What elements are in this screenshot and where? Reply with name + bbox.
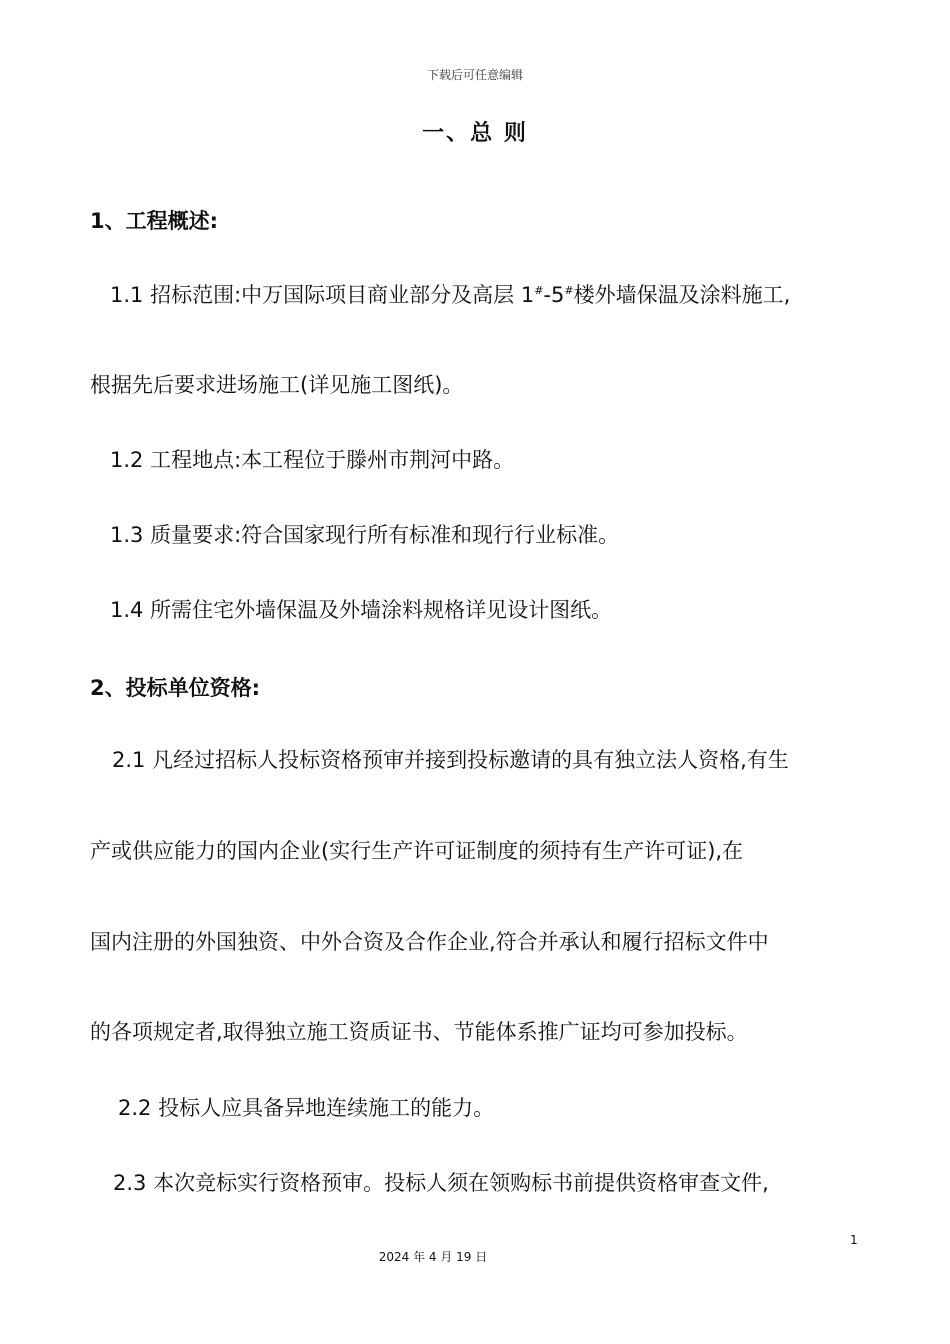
header-note: 下载后可任意编辑 [426, 68, 523, 82]
paragraph-2-3: 2.3 本次竞标实行资格预审。投标人须在领购标书前提供资格审查文件, [113, 1171, 769, 1195]
paragraph-2-1-line4: 的各项规定者,取得独立施工资质证书、节能体系推广证均可参加投标。 [90, 1020, 748, 1044]
paragraph-2-1-line3: 国内注册的外国独资、中外合资及合作企业,符合并承认和履行招标文件中 [90, 930, 769, 954]
document-title: 一、总 则 [422, 121, 528, 146]
paragraph-1-4: 1.4 所需住宅外墙保温及外墙涂料规格详见设计图纸。 [110, 598, 613, 622]
section-heading-qualification: 2、投标单位资格: [90, 676, 261, 700]
paragraph-2-1-line2: 产或供应能力的国内企业(实行生产许可证制度的须持有生产许可证),在 [90, 839, 744, 863]
page-number: 1 [850, 1233, 858, 1247]
superscript-hash: # [564, 284, 574, 297]
paragraph-2-1-line1: 2.1 凡经过招标人投标资格预审并接到投标邀请的具有独立法人资格,有生 [112, 748, 789, 772]
section-heading-overview: 1、工程概述: [90, 209, 219, 233]
paragraph-1-1-line1 [110, 281, 790, 309]
paragraph-2-2: 2.2 投标人应具备异地连续施工的能力。 [118, 1096, 495, 1120]
paragraph-text: -5 [543, 283, 565, 307]
paragraph-1-2: 1.2 工程地点:本工程位于滕州市荆河中路。 [110, 448, 515, 472]
paragraph-1-1-line2: 根据先后要求进场施工(详见施工图纸)。 [90, 373, 464, 397]
paragraph-text: 楼外墙保温及涂料施工, [573, 283, 791, 307]
superscript-hash: # [534, 284, 544, 297]
footer-date: 2024 年 4 月 19 日 [378, 1250, 488, 1264]
paragraph-1-3: 1.3 质量要求:符合国家现行所有标准和现行行业标准。 [110, 523, 620, 547]
paragraph-text: 1.1 招标范围:中万国际项目商业部分及高层 1 [110, 283, 535, 307]
